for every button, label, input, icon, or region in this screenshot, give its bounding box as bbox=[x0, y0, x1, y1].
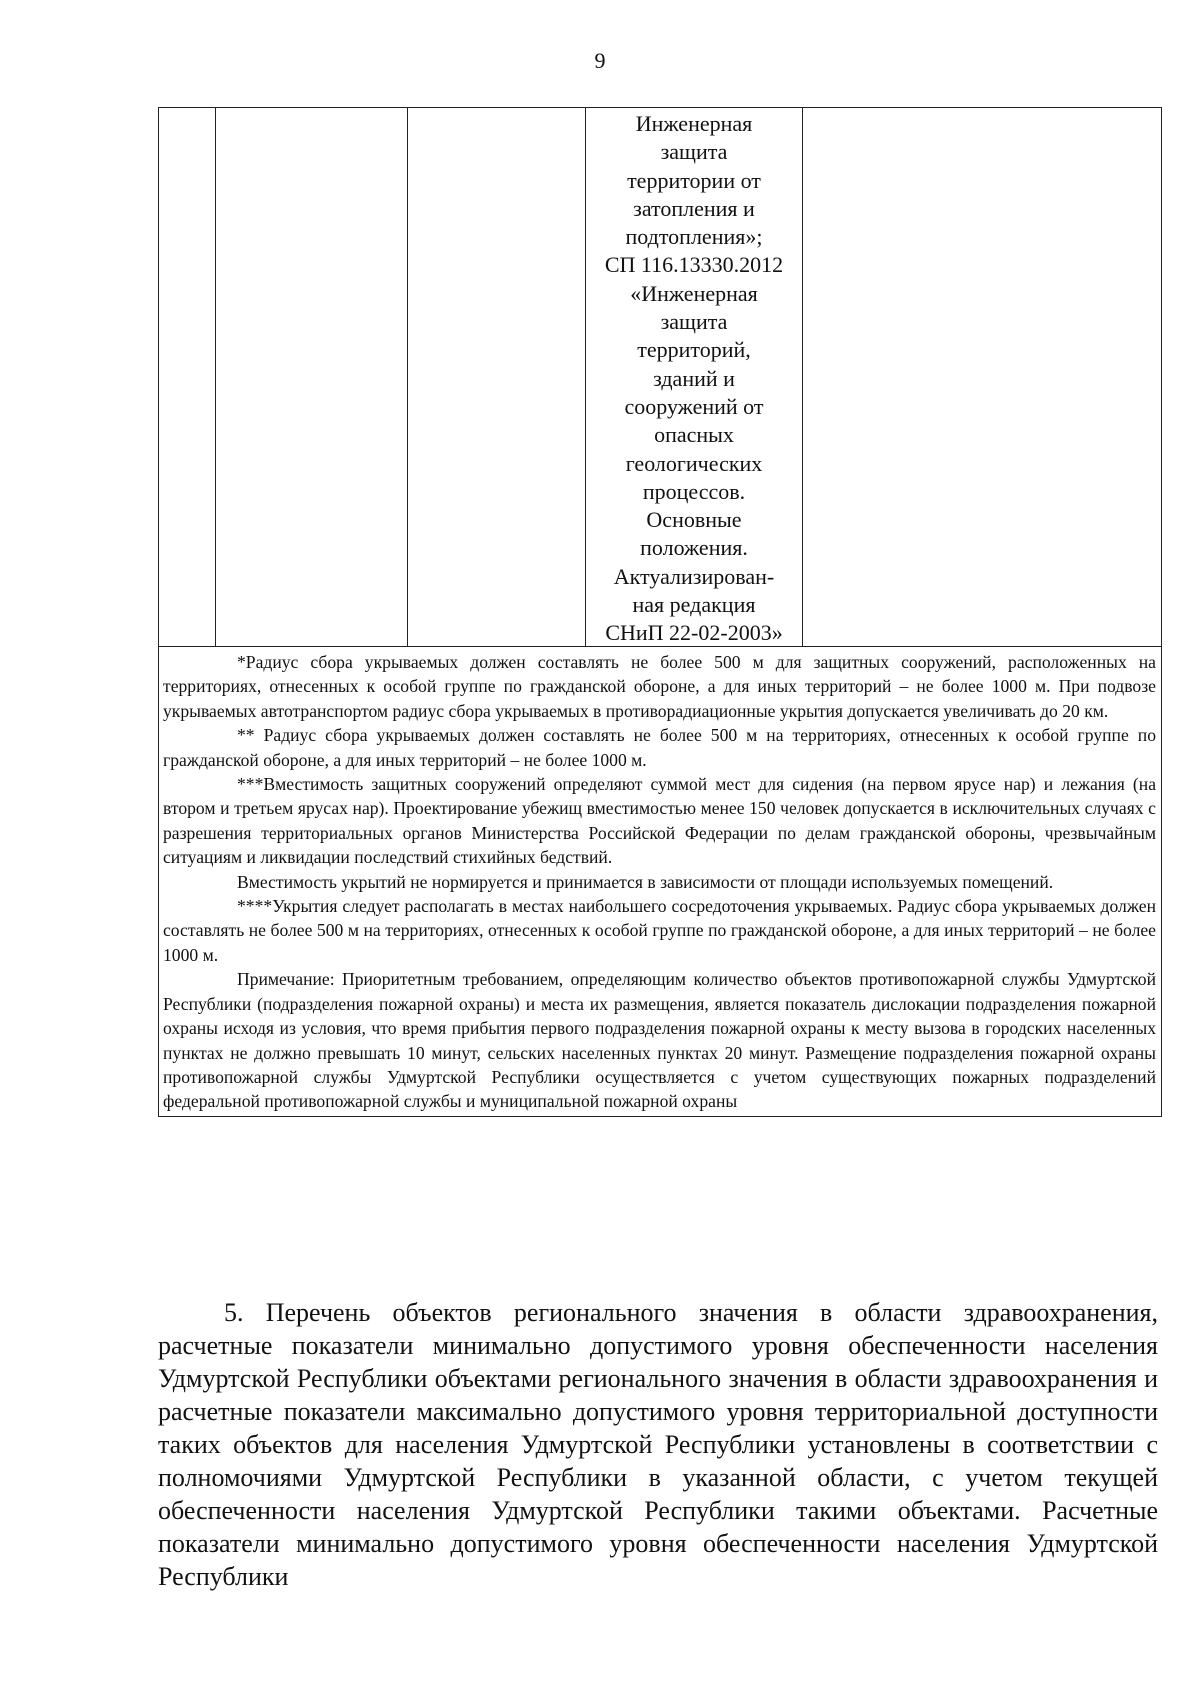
table-remark: Примечание: Приоритетным требованием, определяющим количество объектов противопожарной службы Удмуртской Республики (подразделения пожарной охраны) и места их размещения, является показатель дислокации подразделения пожарной охраны исходя из условия, что время прибытия первого подразделения пожарной охраны к месту вызова в городских населенных пунктах не должно превышать 10 минут, сельских населенных пунктах 20 минут. Размещение подразделения пожарной охраны противопожарной службы Удмуртской Республики осуществляется с учетом существующих пожарных подразделений федеральной противопожарной службы и муниципальной пожарной охраны bbox=[163, 969, 1156, 1112]
cell-line: СП 116.13330.2012 bbox=[604, 252, 784, 278]
cell-line: территорий, bbox=[637, 337, 751, 363]
cell-line: зданий и bbox=[653, 365, 735, 391]
cell-line: подтопления»; bbox=[625, 224, 763, 250]
cell-line: Основные bbox=[646, 507, 742, 533]
table-footnotes bbox=[158, 646, 1162, 1117]
table-cell-normative bbox=[586, 108, 803, 646]
table-cell-indicator bbox=[408, 108, 586, 646]
section-5-paragraph: 5. Перечень объектов регионального значения в области здравоохранения, расчетные показатели минимально допустимого уровня обеспеченности населения Удмуртской Республики объектами регионального значения в области здравоохранения и расчетные показатели максимально допустимого уровня территориальной доступности таких объектов для населения Удмуртской Республики установлены в соответствии с полномочиями Удмуртской Республики в указанной области, с учетом текущей обеспеченности населения Удмуртской Республики такими объектами. Расчетные показатели минимально допустимого уровня обеспеченности населения Удмуртской Республики bbox=[158, 1298, 1158, 1591]
table-cell-number bbox=[159, 108, 216, 646]
footnote-3: ***Вместимость защитных сооружений определяют суммой мест для сидения (на первом ярусе нар) и лежания (на втором и третьем ярусах нар). Проектирование убежищ вместимостью менее 150 человек допускается в исключительных случаях с разрешения территориальных органов Министерства Российской Федерации по делам гражданской обороны, чрезвычайным ситуациям и ликвидации последствий стихийных бедствий. bbox=[163, 774, 1156, 868]
table-row bbox=[158, 107, 1162, 646]
cell-line: Актуализирован- bbox=[613, 563, 775, 589]
cell-line: СНиП 22-02-2003» bbox=[605, 620, 783, 646]
cell-line: территории от bbox=[627, 167, 761, 193]
cell-line: положения. bbox=[640, 535, 748, 561]
footnote-1: *Радиус сбора укрываемых должен составлять не более 500 м для защитных сооружений, расположенных на территориях, отнесенных к особой группе по гражданской обороне, а для иных территорий – не более 1000 м. При подвозе укрываемых автотранспортом радиус сбора укрываемых в противорадиационные укрытия допускается увеличивать до 20 км. bbox=[163, 652, 1156, 721]
table-cell-object bbox=[216, 108, 408, 646]
footnote-2: ** Радиус сбора укрываемых должен составлять не более 500 м на территориях, отнесенных к особой группе по гражданской обороне, а для иных территорий – не более 1000 м. bbox=[163, 725, 1156, 770]
cell-line: процессов. bbox=[642, 478, 746, 504]
cell-line: защита bbox=[660, 139, 728, 165]
cell-line: опасных bbox=[654, 422, 734, 448]
cell-line: сооружений от bbox=[624, 393, 764, 419]
footnote-3-continued: Вместимость укрытий не нормируется и принимается в зависимости от площади используемых помещений. bbox=[237, 871, 1054, 892]
cell-line: Инженерная bbox=[635, 111, 753, 136]
cell-line: «Инженерная bbox=[630, 280, 758, 306]
standards-table bbox=[158, 107, 1162, 1117]
cell-line: ная редакция bbox=[632, 592, 756, 618]
cell-line: затопления и bbox=[633, 195, 755, 221]
page-number: 9 bbox=[594, 48, 606, 73]
table-cell-notes bbox=[803, 108, 1161, 646]
cell-line: защита bbox=[660, 309, 728, 335]
cell-line: геологических bbox=[625, 450, 763, 476]
footnote-4: ****Укрытия следует располагать в местах наибольшего сосредоточения укрываемых. Радиус сбора укрываемых должен составлять не более 500 м на территориях, отнесенных к особой группе по гражданской обороне, а для иных территорий – не более 1000 м. bbox=[163, 896, 1156, 965]
